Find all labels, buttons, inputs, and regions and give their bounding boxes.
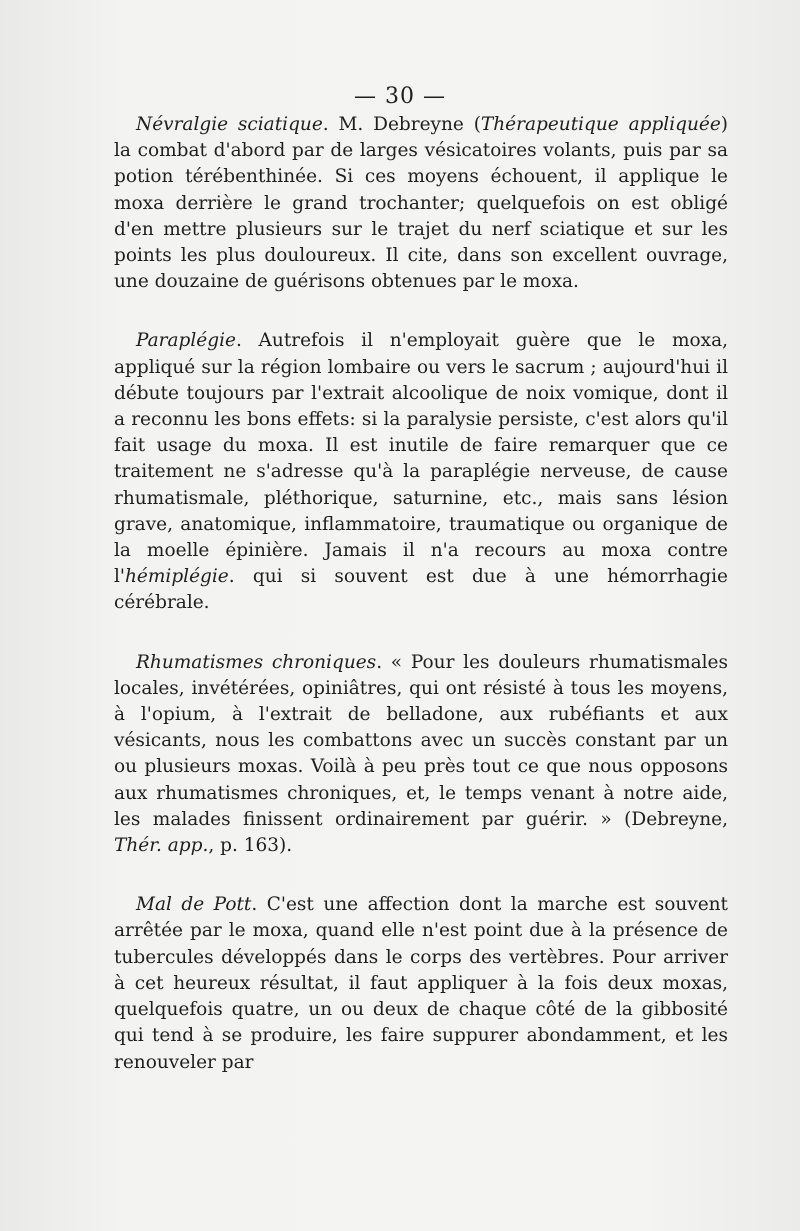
- citation-title: Thér. app.: [114, 835, 209, 857]
- paragraph-heading: Mal de Pott: [136, 894, 252, 916]
- paragraph-text: , p. 163).: [208, 835, 293, 857]
- paragraph-mal-de-pott: [114, 892, 728, 1075]
- paragraph-heading: Rhumatismes chroniques: [136, 651, 377, 673]
- paragraph-text: . C'est une affection dont la marche est souvent arrêtée par le moxa, quand elle n'est point due à la présence de tubercules développés dans le corps des vertèbres. Pour arriver à cet heureux résultat, il faut appliquer à la fois deux moxas, quelquefois quatre, un ou deux de chaque côté de la gibbosité qui tend à se produire, les faire suppurer abondamment, et les renouveler par: [114, 894, 728, 1073]
- paragraph-rhumatismes-chroniques: [114, 650, 728, 860]
- book-title: Thérapeutique appliquée: [480, 114, 721, 135]
- paragraph-heading: Névralgie sciatique: [136, 114, 323, 135]
- paragraph-nevralgie-sciatique: [114, 112, 728, 295]
- paragraph-paraplegie: [114, 328, 728, 616]
- italic-term: hémiplégie: [125, 566, 229, 588]
- page-number: — 30 —: [354, 84, 446, 109]
- paragraph-text: . qui si souvent est due à une hémorrhagie cérébrale.: [114, 566, 728, 614]
- paragraph-text: ) la combat d'abord par de larges vésicatoires volants, puis par sa potion térébenthinée. Si ces moyens échouent, il applique le moxa derrière le grand trochanter; quelquefois on est obligé d'en mettre plusieurs sur le trajet du nerf sciatique et sur les points les plus douloureux. Il cite, dans son excellent ouvrage, une douzaine de guérisons obtenues par le moxa.: [114, 114, 729, 293]
- paragraph-text: . M. Debreyne (: [322, 114, 481, 135]
- paragraph-heading: Paraplégie: [136, 330, 236, 352]
- body-text: [114, 112, 728, 1076]
- paragraph-text: . Autrefois il n'employait guère que le moxa, appliqué sur la région lombaire ou vers le sacrum ; aujourd'hui il débute toujours par l'extrait alcoolique de noix vomique, dont il a reconnu les bons effets: si la paralysie persiste, c'est alors qu'il fait usage du moxa. Il est inutile de faire remarquer que ce traitement ne s'adresse qu'à la paraplégie nerveuse, de cause rhumatismale, pléthorique, saturnine, etc., mais sans lésion grave, anatomique, inflammatoire, traumatique ou organique de la moelle épinière. Jamais il n'a recours au moxa contre l': [114, 330, 728, 588]
- paragraph-text: . « Pour les douleurs rhumatismales locales, invétérées, opiniâtres, qui ont résisté à tous les moyens, à l'opium, à l'extrait de belladone, aux rubéfiants et aux vésicants, nous les combattons avec un succès constant par un ou plusieurs moxas. Voilà à peu près tout ce que nous opposons aux rhumatismes chroniques, et, le temps venant à notre aide, les malades finissent ordinairement par guérir. » (Debreyne,: [114, 651, 728, 830]
